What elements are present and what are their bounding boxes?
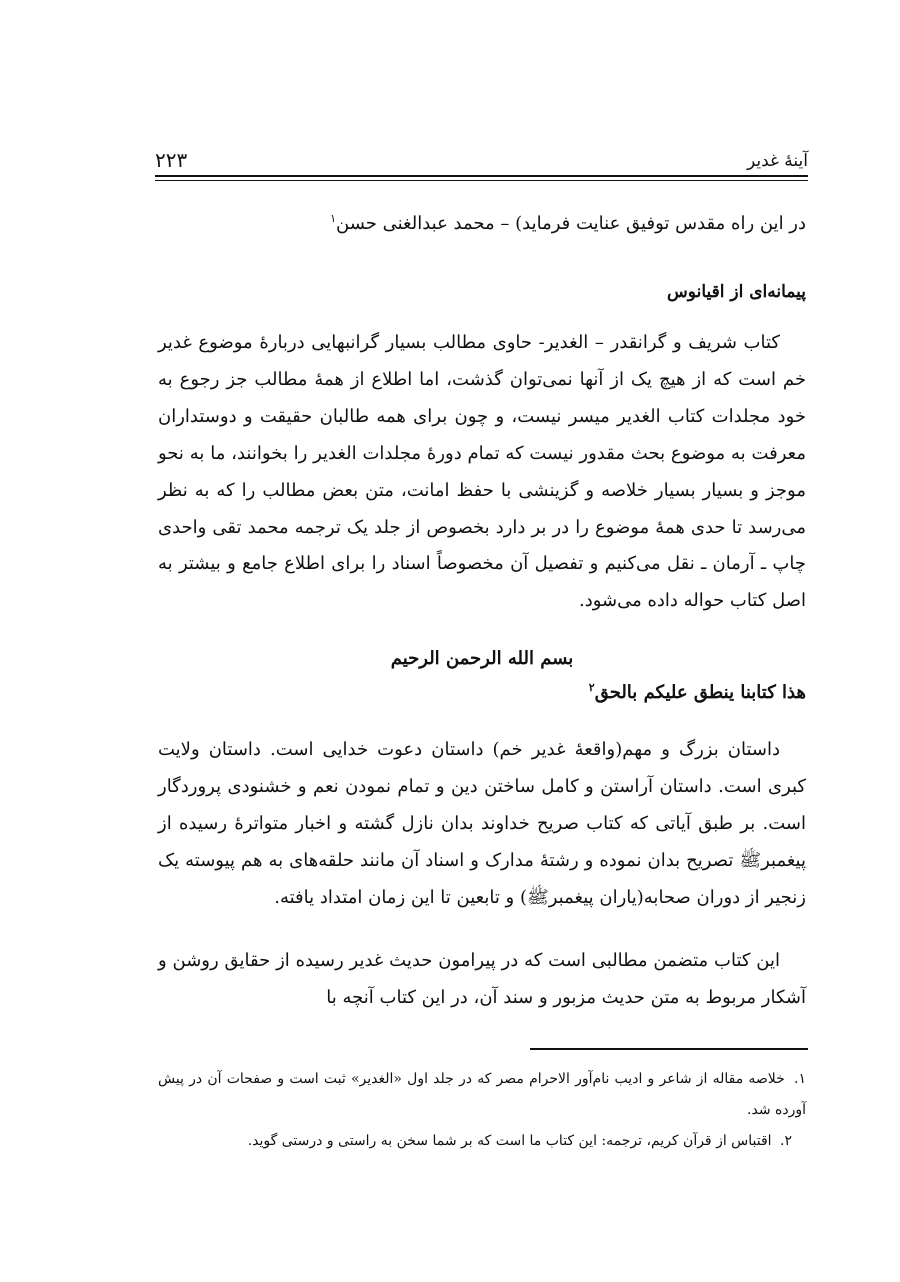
- page-number: ۲۲۳: [155, 148, 188, 172]
- footnote-2: [158, 1126, 806, 1157]
- basmala: بسم الله الرحمن الرحیم: [390, 648, 574, 669]
- paragraph-2: داستان بزرگ و مهم(واقعهٔ غدیر خم) داستان دعوت خدایی است. داستان ولایت کبری است. داستان آراستن و کامل ساختن دین و تمام نمودن نعم و خشنودی پروردگار است. بر طبق آیاتی که کتاب صریح خداوند بدان نازل گشته و اخبار متواترهٔ رسیده از پیغمبرﷺ تصریح بدان نموده و رشتهٔ مدارک و اسناد آن مانند حلقه‌های به هم پیوسته یک زنجیر از دوران صحابه(یاران پیغمبرﷺ) و تابعین تا این زمان امتداد یافته.: [158, 739, 806, 908]
- header-rule-thick: [155, 175, 808, 177]
- footnote-text: اقتباس از قرآن کریم، ترجمه: این کتاب ما است که بر شما سخن به راستی و درستی گوید.: [247, 1133, 772, 1149]
- footnote-number: ۲.: [780, 1133, 792, 1149]
- running-title: آینهٔ غدیر: [746, 151, 808, 171]
- page-header: [155, 148, 808, 176]
- quran-verse-text: هذا کتابنا ینطق علیکم بالحق: [594, 682, 806, 703]
- paragraph-3: این کتاب متضمن مطالبی است که در پیرامون حدیث غدیر رسیده از حقایق روشن و آشکار مربوط به متن حدیث مزبور و سند آن، در این کتاب آنچه با: [158, 950, 806, 1008]
- footnote-separator: [530, 1048, 808, 1050]
- paragraph-1: کتاب شریف و گرانقدر – الغدیر- حاوی مطالب بسیار گرانبهایی دربارهٔ موضوع غدیر خم است که از هیچ یک از آنها نمی‌توان گذشت، اما اطلاع از همهٔ مطالب جز رجوع به خود مجلدات کتاب الغدیر میسر نیست، و چون برای همه طالبان حقیقت و دوستداران معرفت به موضوع بحث مقدور نیست که تمام دورهٔ مجلدات الغدیر را بخوانند، ما به نحو موجز و بسیار بسیار خلاصه و گزینشی با حفظ امانت، متن بعض مطالب را که به نظر می‌رسد تا حدی همهٔ موضوع را در بر دارد بخصوص از جلد یک ترجمه محمد تقی واحدی چاپ ـ آرمان ـ نقل می‌کنیم و تفصیل آن مخصوصاً اسناد را برای اطلاع جامع و بیشتر به اصل کتاب حواله داده می‌شود.: [158, 332, 806, 612]
- footnote-ref-2: ۲: [588, 681, 595, 694]
- opening-line: [158, 206, 806, 242]
- footnote-ref-1: ۱: [330, 212, 336, 225]
- section-title: پیمانه‌ای از اقیانوس: [667, 282, 806, 302]
- footnote-1: [158, 1064, 806, 1126]
- opening-line-text: در این راه مقدس توفیق عنایت فرماید) – محمد عبدالغنی حسن: [336, 213, 806, 234]
- quran-verse: [589, 682, 806, 703]
- footnotes: [158, 1064, 806, 1157]
- footnote-text: خلاصه مقاله از شاعر و ادیب نام‌آور الاحرام مصر که در جلد اول «الغدیر» ثبت است و صفحات آن در پیش آورده شد.: [158, 1071, 806, 1118]
- header-rule-thin: [155, 180, 808, 181]
- footnote-number: ۱.: [794, 1071, 806, 1087]
